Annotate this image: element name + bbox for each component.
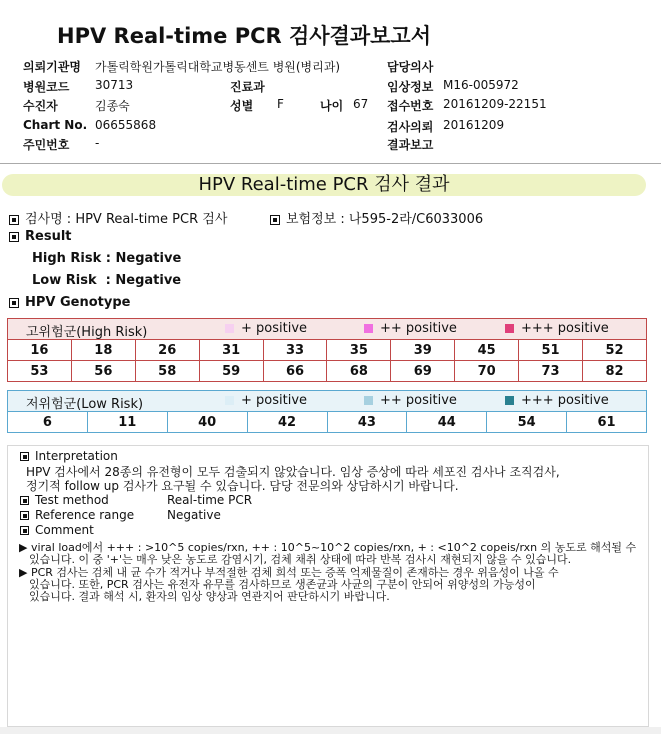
clinical-value: M16-005972 <box>443 78 519 92</box>
test-name-row <box>9 208 227 227</box>
legend-swatch-light <box>225 396 234 405</box>
comment-line-4: 있습니다. 또한, PCR 검사는 유전자 유무를 검사하므로 생존균과 사균의 구분이 안되어 위양성의 가능성이 <box>29 578 536 591</box>
genotype-cell: 54 <box>487 412 567 433</box>
legend-text: + positive <box>241 321 308 336</box>
result-banner <box>2 174 646 196</box>
high-risk-label: 고위험군(High Risk) <box>26 325 148 340</box>
header-divider <box>0 163 661 164</box>
sex-label: 성별 <box>230 99 254 113</box>
patient-label: 수진자 <box>23 99 58 113</box>
bullet-square-icon <box>270 215 280 225</box>
genotype-cell: 70 <box>455 361 519 382</box>
result-heading: Result <box>25 229 72 244</box>
genotype-cell: 42 <box>247 412 327 433</box>
genotype-cell: 56 <box>71 361 135 382</box>
genotype-cell: 16 <box>8 340 72 361</box>
report-title: HPV Real-time PCR 검사결과보고서 <box>57 24 431 48</box>
doctor-label: 담당의사 <box>387 60 434 74</box>
genotype-cell: 33 <box>263 340 327 361</box>
patient-value: 김종숙 <box>95 99 130 113</box>
bullet-square-icon <box>20 452 29 461</box>
age-value: 67 <box>353 97 369 111</box>
comment-line-2: 있습니다. 이 중 '+'는 매우 낮은 농도로 감염시기, 검체 채취 상태에 따라 반복 검사시 재현되지 않을 수 있습니다. <box>29 553 572 566</box>
genotype-cell: 39 <box>391 340 455 361</box>
reference-range-label: Reference range <box>35 508 135 522</box>
legend-text: ++ positive <box>380 393 457 408</box>
test-method-value: Real-time PCR <box>167 493 253 507</box>
genotype-cell: 18 <box>71 340 135 361</box>
ordering-org-value: 가톨릭학원가톨릭대학교병동센트 병원(병리과) <box>95 60 341 74</box>
genotype-cell: 69 <box>391 361 455 382</box>
low-risk-result: Low Risk : Negative <box>32 273 182 288</box>
resident-label: 주민번호 <box>23 138 70 152</box>
genotype-cell: 68 <box>327 361 391 382</box>
bullet-square-icon <box>9 215 19 225</box>
genotype-heading-row <box>9 295 130 310</box>
result-heading-row <box>9 229 72 244</box>
interpretation-line-2: 정기적 follow up 검사가 요구될 수 있습니다. 담당 전문의와 상담하시기 바랍니다. <box>26 479 459 493</box>
sex-value: F <box>277 97 284 111</box>
interpretation-heading-row <box>20 449 118 463</box>
table-row <box>8 361 647 382</box>
legend-plus <box>225 321 307 336</box>
legend-swatch-dark <box>505 396 514 405</box>
genotype-cell: 40 <box>167 412 247 433</box>
genotype-cell: 51 <box>519 340 583 361</box>
receipt-value: 20161209-22151 <box>443 97 547 111</box>
low-risk-header <box>7 390 647 412</box>
receipt-label: 접수번호 <box>387 99 434 113</box>
bullet-square-icon <box>20 496 29 505</box>
table-row <box>8 340 647 361</box>
dept-label: 진료과 <box>230 80 265 94</box>
genotype-cell: 52 <box>583 340 647 361</box>
age-label: 나이 <box>320 99 344 113</box>
legend-swatch-medium <box>364 324 373 333</box>
request-label: 검사의뢰 <box>387 120 434 134</box>
reference-range-row <box>20 508 134 522</box>
resident-value: - <box>95 136 100 150</box>
comment-row <box>20 523 94 537</box>
legend-swatch-light <box>225 324 234 333</box>
comment-line-5: 있습니다. 결과 해석 시, 환자의 임상 양상과 연관지어 판단하시기 바랍니다. <box>29 590 390 603</box>
test-name: 검사명 : HPV Real-time PCR 검사 <box>25 212 228 227</box>
low-risk-label: 저위험군(Low Risk) <box>26 397 144 412</box>
hospital-code-label: 병원코드 <box>23 80 70 94</box>
high-risk-table <box>7 339 647 382</box>
banner-title: HPV Real-time PCR 검사 결과 <box>198 174 450 195</box>
legend-plus-plus-plus <box>505 321 609 336</box>
comment-line-1: ▶ viral load에서 +++ : >10^5 copies/rxn, ++ : 10^5~10^2 copies/rxn, + : <10^2 copeis/rxn 의 농도로 해석될 수 <box>19 541 637 554</box>
insurance-info: 보험정보 : 나595-2라/C6033006 <box>286 212 484 227</box>
genotype-cell: 45 <box>455 340 519 361</box>
genotype-cell: 58 <box>135 361 199 382</box>
genotype-cell: 43 <box>327 412 407 433</box>
genotype-cell: 6 <box>8 412 88 433</box>
genotype-cell: 35 <box>327 340 391 361</box>
bullet-square-icon <box>20 526 29 535</box>
legend-plus-plus <box>364 321 457 336</box>
interpretation-heading: Interpretation <box>35 449 118 463</box>
ordering-org-label: 의뢰기관명 <box>23 60 81 74</box>
legend-text: +++ positive <box>521 321 609 336</box>
genotype-cell: 73 <box>519 361 583 382</box>
test-method-label: Test method <box>35 493 109 507</box>
chart-label: Chart No. <box>23 118 88 132</box>
legend-text: + positive <box>241 393 308 408</box>
genotype-cell: 26 <box>135 340 199 361</box>
genotype-cell: 82 <box>583 361 647 382</box>
legend-swatch-dark <box>505 324 514 333</box>
low-risk-table <box>7 411 647 433</box>
genotype-cell: 44 <box>407 412 487 433</box>
test-method-row <box>20 493 109 507</box>
legend-plus-plus <box>364 393 457 408</box>
interpretation-box <box>7 445 649 727</box>
report-label: 결과보고 <box>387 138 434 152</box>
genotype-cell: 31 <box>199 340 263 361</box>
bullet-square-icon <box>9 232 19 242</box>
genotype-cell: 66 <box>263 361 327 382</box>
genotype-cell: 61 <box>567 412 647 433</box>
bullet-square-icon <box>9 298 19 308</box>
legend-text: +++ positive <box>521 393 609 408</box>
high-risk-result: High Risk : Negative <box>32 251 182 266</box>
insurance-row <box>270 208 483 227</box>
footer-band <box>0 727 661 734</box>
chart-value: 06655868 <box>95 118 157 132</box>
legend-text: ++ positive <box>380 321 457 336</box>
table-row <box>8 412 647 433</box>
legend-swatch-medium <box>364 396 373 405</box>
clinical-label: 임상정보 <box>387 80 434 94</box>
genotype-cell: 11 <box>87 412 167 433</box>
genotype-cell: 59 <box>199 361 263 382</box>
high-risk-header <box>7 318 647 340</box>
comment-line-3: ▶ PCR 검사는 검체 내 균 수가 적거나 부적절한 검체 희석 또는 증폭 억제물질이 존재하는 경우 위음성이 나올 수 <box>19 566 559 579</box>
genotype-heading: HPV Genotype <box>25 295 131 310</box>
comment-label: Comment <box>35 523 94 537</box>
reference-range-value: Negative <box>167 508 221 522</box>
bullet-square-icon <box>20 511 29 520</box>
genotype-cell: 53 <box>8 361 72 382</box>
hospital-code-value: 30713 <box>95 78 134 92</box>
legend-plus <box>225 393 307 408</box>
legend-plus-plus-plus <box>505 393 609 408</box>
interpretation-line-1: HPV 검사에서 28종의 유전형이 모두 검출되지 않았습니다. 임상 증상에 따라 세포진 검사나 조직검사, <box>26 465 560 479</box>
request-value: 20161209 <box>443 118 505 132</box>
